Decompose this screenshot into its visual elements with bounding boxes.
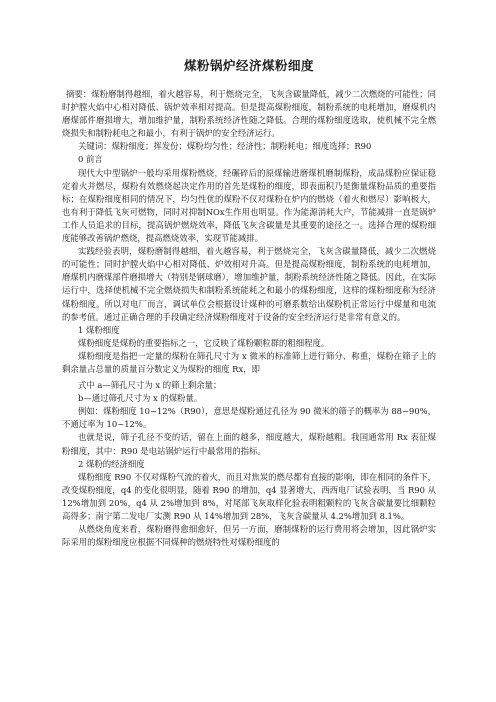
body-paragraph: 煤粉细度是指把一定量的煤粉在筛孔尺寸为 x 微米的标准筛上进行筛分、称重，煤粉在筛子上的剩余量占总量的质量百分数定义为煤粉的细度 Rx，即 [62, 350, 436, 374]
body-paragraph: 煤粉细度是煤粉的重要指标之一，它反映了煤粉颗粒群的粗细程度。 [78, 337, 330, 348]
document-title: 煤粉锅炉经济煤粉细度 [183, 58, 314, 73]
formula-note: 式中 a—筛孔尺寸为 x 的筛上剩余量； [78, 380, 222, 391]
body-paragraph: 例如：煤粉细度 10~12%（R90），意思是煤粉通过孔径为 90 微米的筛子的概率为 88~90%，不通过率为 10~12%。 [62, 406, 436, 430]
body-paragraph: 实践经验表明，煤粉磨制得越细，着火越容易，利于燃烧完全，飞灰含碳量降低，减少二次燃烧的可能性；同时护膛火焰中心相对降低、炉效相对升高。但是提高煤粉细度，制粉系统的电耗增加，磨煤机内磨煤部件磨损增大（特别是钢球磨），增加维护量，制粉系统经济性随之降低。因此，在实际运行中，选择使机械不完全燃烧损失和制粉系统能耗之和最小的煤粉细度，这样的煤粉细度称为经济煤粉细度。所以对电厂而言，调试单位会根据设计煤种的可磨系数给出煤粉机正常运行中煤量和电流的参考值。通过正确合理的手段确定经济煤粉细度对于设备的安全经济运行是非常有意义的。 [62, 246, 436, 322]
body-paragraph: 从燃烧角度来看，煤粉磨得愈细愈好，但另一方面，磨制煤粉的运行费用将会增加，因此锅炉实际采用的煤粉细度应根据不同煤种的燃烧特性对煤粉细度的 [62, 524, 436, 548]
body-paragraph: 煤粉细度 R90 不仅对煤粉气流的着火，而且对焦炭的燃尽都有直接的影响，即在相同的条件下，改变煤粉细度，q4 的变化很明显，随着 R90 的增加，q4 显著增大，西西电厂试验表明，当 R90 从 12%增加到 20%，q4 从 2%增加到 8%，对尾部飞灰取样化验表明粗颗粒的飞灰含碳量要比细颗粒高得多；南宁第二发电厂实测 R90 从 14%增加到 28%，飞灰含碳量从 4.2%增加到 8.1%。 [62, 471, 439, 521]
body-paragraph: 现代大中型锅炉一般均采用煤粉燃烧，经碾碎后的原煤输进磨煤机磨制煤粉，成品煤粉应保证稳定着火并燃尽，煤粉有效燃烧起决定作用的首先是煤粉的细度，即表面积乃是衡量煤粉品质的重要指标；在煤粉细度相同的情况下，均匀性优的煤粉不仅对煤粉在炉内的燃烧（着火和燃尽）影响极大，也有利于降低飞灰可燃物，同时对抑制NOx生作用也明显。作为能源消耗大户，节能减排一直是锅炉工作人员追求的目标，提高锅炉燃烧效率，降低飞灰含碳量是其重要的途径之一。选择合理的煤粉细度能够改善锅炉燃烧，提高燃烧效率，实现节能减排。 [62, 167, 436, 244]
section-heading-preface: 0 前言 [78, 154, 103, 165]
section-heading-economic-fineness: 2 煤粉的经济细度 [78, 458, 145, 469]
formula-note: b—通过筛孔尺寸为 x 的煤粉量。 [78, 393, 203, 404]
body-paragraph: 也就是说，筛子孔径不变的话，留在上面的越多，细度越大，煤粉越粗。我国通常用 Rx 表征煤粉细度，其中：R90 是电站锅炉运行中最常用的指标。 [62, 432, 436, 456]
abstract-paragraph: 摘要：煤粉磨制得越细，着火越容易，利于燃烧完全，飞灰含碳量降低，减少二次燃烧的可能性；同时护膛火焰中心相对降低、锅炉效率相对提高。但是提高煤粉细度，制粉系统的电耗增加，磨煤机内磨煤部件磨损增大，增加维护量，制粉系统经济性随之降低。合理的煤粉细度选取，使机械不完全燃烧损失和制粉耗电之和最小，有利于锅炉的安全经济运行。 [62, 89, 436, 139]
keywords-paragraph: 关键词：煤粉细度；挥发份；煤粉均匀性；经济性；制粉耗电；细度选择；R90 [78, 141, 372, 152]
section-heading-fineness: 1 煤粉细度 [78, 324, 120, 335]
